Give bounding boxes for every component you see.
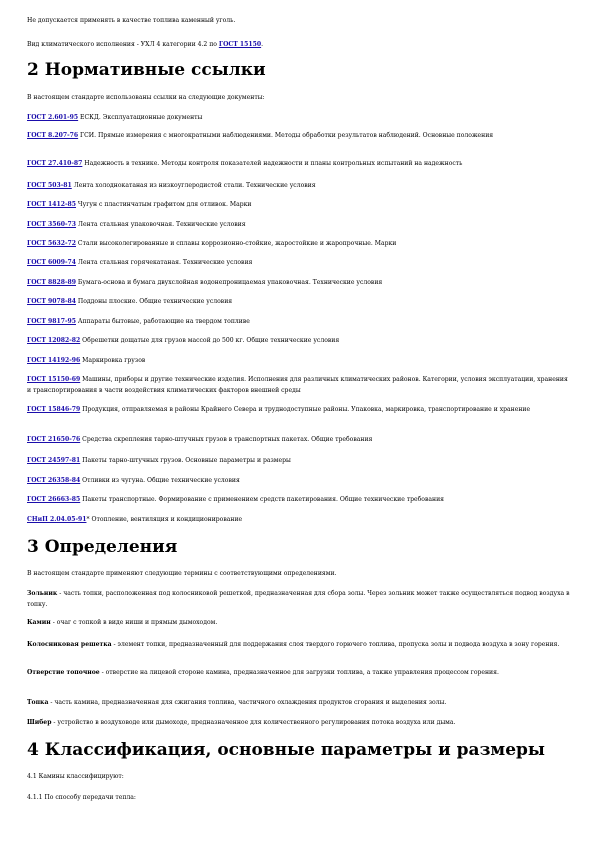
reference-title: Лента стальная горячекатаная. Технические условия <box>76 259 253 266</box>
reference-item <box>27 200 572 211</box>
reference-link[interactable]: ГОСТ 14192-96 <box>27 357 81 364</box>
definition-term: Топка <box>27 699 49 706</box>
section-2-heading: 2 Нормативные ссылки <box>27 60 266 80</box>
definition-item <box>27 718 572 729</box>
section-2-intro: В настоящем стандарте использованы ссылки на следующие документы: <box>27 94 265 101</box>
reference-link[interactable]: ГОСТ 5632-72 <box>27 240 76 247</box>
reference-title: Продукция, отправляемая в районы Крайнего Севера и труднодоступные районы. Упаковка, маркировка, транспортирование и хранение <box>80 406 531 413</box>
reference-title: Пакеты транспортные. Формирование с применением средств пакетирования. Общие технические требования <box>80 496 445 503</box>
reference-link[interactable]: ГОСТ 27.410-87 <box>27 160 83 167</box>
reference-title: Пакеты тарно-штучных грузов. Основные параметры и размеры <box>80 457 291 464</box>
reference-item <box>27 220 572 231</box>
reference-item <box>27 278 572 289</box>
reference-link[interactable]: ГОСТ 24597-81 <box>27 457 81 464</box>
definition-item <box>27 668 572 679</box>
reference-title: Аппараты бытовые, работающие на твердом топливе <box>76 318 250 325</box>
paragraph-text: Вид климатического исполнения - УХЛ 4 категории 4.2 по <box>27 41 219 48</box>
definition-term: Отверстие топочное <box>27 669 100 676</box>
definition-term: Шибер <box>27 719 52 726</box>
reference-item <box>27 258 572 269</box>
reference-title: Стали высоколегированные и сплавы коррозионно-стойкие, жаростойкие и жаропрочные. Марки <box>76 240 397 247</box>
reference-title: Средства скрепления тарно-штучных грузов в транспортных пакетах. Общие требования <box>80 436 373 443</box>
reference-item <box>27 495 572 506</box>
reference-item <box>27 297 572 308</box>
definition-item <box>27 640 572 651</box>
definition-item <box>27 589 572 610</box>
reference-link[interactable]: ГОСТ 1412-85 <box>27 201 76 208</box>
paragraph-fuel-note: Не допускается применять в качестве топлива каменный уголь. <box>27 17 236 24</box>
reference-item <box>27 515 572 526</box>
reference-item <box>27 356 572 367</box>
reference-link[interactable]: ГОСТ 9078-84 <box>27 298 76 305</box>
definition-text: - отверстие на лицевой стороне камина, предназначенное для загрузки топлива, а также управления процессом горения. <box>99 669 499 676</box>
reference-title: Лента холоднокатаная из низкоуглеродистой стали. Технические условия <box>71 182 316 189</box>
doc-link[interactable]: ГОСТ 15150 <box>218 41 262 48</box>
definition-term: Зольник <box>27 590 58 597</box>
reference-link[interactable]: ГОСТ 8.207-76 <box>27 132 79 139</box>
reference-title: ГСИ. Прямые измерения с многократными наблюдениями. Методы обработки результатов наблюдений. Основные положения <box>78 132 494 139</box>
reference-link[interactable]: ГОСТ 2.601-95 <box>27 114 79 121</box>
reference-link[interactable]: ГОСТ 21650-76 <box>27 436 81 443</box>
definition-text: - элемент топки, предназначенный для поддержания слоя твердого горючего топлива, пропуска золы и подвода воздуха в зону горения. <box>111 641 560 648</box>
reference-link[interactable]: ГОСТ 26663-85 <box>27 496 81 503</box>
reference-title: Машины, приборы и другие технические изделия. Исполнения для различных климатических районов. Категории, условия эксплуатации, хранения и транспортирования в части воздействия климатических факторов внешней среды <box>27 376 568 394</box>
reference-link[interactable]: СНиП 2.04.05-91 <box>27 516 87 523</box>
section-3-intro: В настоящем стандарте применяют следующие термины с соответствующими определениями. <box>27 570 337 577</box>
section-4-heading: 4 Классификация, основные параметры и размеры <box>27 740 545 760</box>
reference-link[interactable]: ГОСТ 3560-73 <box>27 221 76 228</box>
reference-item <box>27 375 572 396</box>
reference-item <box>27 239 572 250</box>
definition-text: - устройство в воздуховоде или дымоходе, предназначенное для количественного регулирования потока воздуха или дыма. <box>51 719 456 726</box>
section-3-heading: 3 Определения <box>27 537 178 557</box>
reference-link[interactable]: ГОСТ 15150-69 <box>27 376 81 383</box>
reference-title: Чугун с пластинчатым графитом для отливок. Марки <box>76 201 252 208</box>
paragraph-end: . <box>261 41 264 48</box>
reference-title: Обрешетки дощатые для грузов массой до 500 кг. Общие технические условия <box>80 337 340 344</box>
reference-title: Отливки из чугуна. Общие технические условия <box>80 477 240 484</box>
reference-title: Бумага-основа и бумага двухслойная водонепроницаемая упаковочная. Технические условия <box>76 279 383 286</box>
reference-item <box>27 317 572 328</box>
definition-text: - очаг с топкой в виде ниши и прямым дымоходом. <box>50 619 218 626</box>
reference-item <box>27 405 572 416</box>
reference-link[interactable]: ГОСТ 9817-95 <box>27 318 76 325</box>
definition-item <box>27 618 572 629</box>
definition-text: - часть камина, предназначенная для сжигания топлива, частичного охлаждения продуктов сгорания и выделения золы. <box>48 699 447 706</box>
reference-item <box>27 113 572 124</box>
definition-item <box>27 698 572 709</box>
reference-title: Надежность в технике. Методы контроля показателей надежности и планы контрольных испытаний на надежность <box>82 160 463 167</box>
reference-item <box>27 476 572 487</box>
reference-link[interactable]: ГОСТ 8828-89 <box>27 279 76 286</box>
definition-term: Камин <box>27 619 51 626</box>
reference-title: * Отопление, вентиляция и кондиционирование <box>86 516 243 523</box>
reference-title: Поддоны плоские. Общие технические условия <box>76 298 233 305</box>
reference-link[interactable]: ГОСТ 15846-79 <box>27 406 81 413</box>
reference-item <box>27 456 572 467</box>
reference-title: Лента стальная упаковочная. Технические условия <box>76 221 246 228</box>
definition-term: Колосниковая решетка <box>27 641 112 648</box>
paragraph-4-1: 4.1 Камины классифицируют: <box>27 773 124 780</box>
reference-title: ЕСКД. Эксплуатационные документы <box>78 114 203 121</box>
reference-item <box>27 159 572 170</box>
reference-item <box>27 336 572 347</box>
reference-link[interactable]: ГОСТ 26358-84 <box>27 477 81 484</box>
reference-item <box>27 435 572 446</box>
reference-link[interactable]: ГОСТ 503-81 <box>27 182 72 189</box>
reference-link[interactable]: ГОСТ 6009-74 <box>27 259 76 266</box>
reference-link[interactable]: ГОСТ 12082-82 <box>27 337 81 344</box>
reference-item <box>27 131 572 142</box>
paragraph-climate-version <box>27 40 572 51</box>
reference-title: Маркировка грузов <box>80 357 146 364</box>
definition-text: - часть топки, расположенная под колосниковой решеткой, предназначенная для сбора золы. Через зольник может также осуществляться подвод воздуха в топку. <box>27 590 570 608</box>
reference-item <box>27 181 572 192</box>
paragraph-4-1-1: 4.1.1 По способу передачи тепла: <box>27 794 136 801</box>
